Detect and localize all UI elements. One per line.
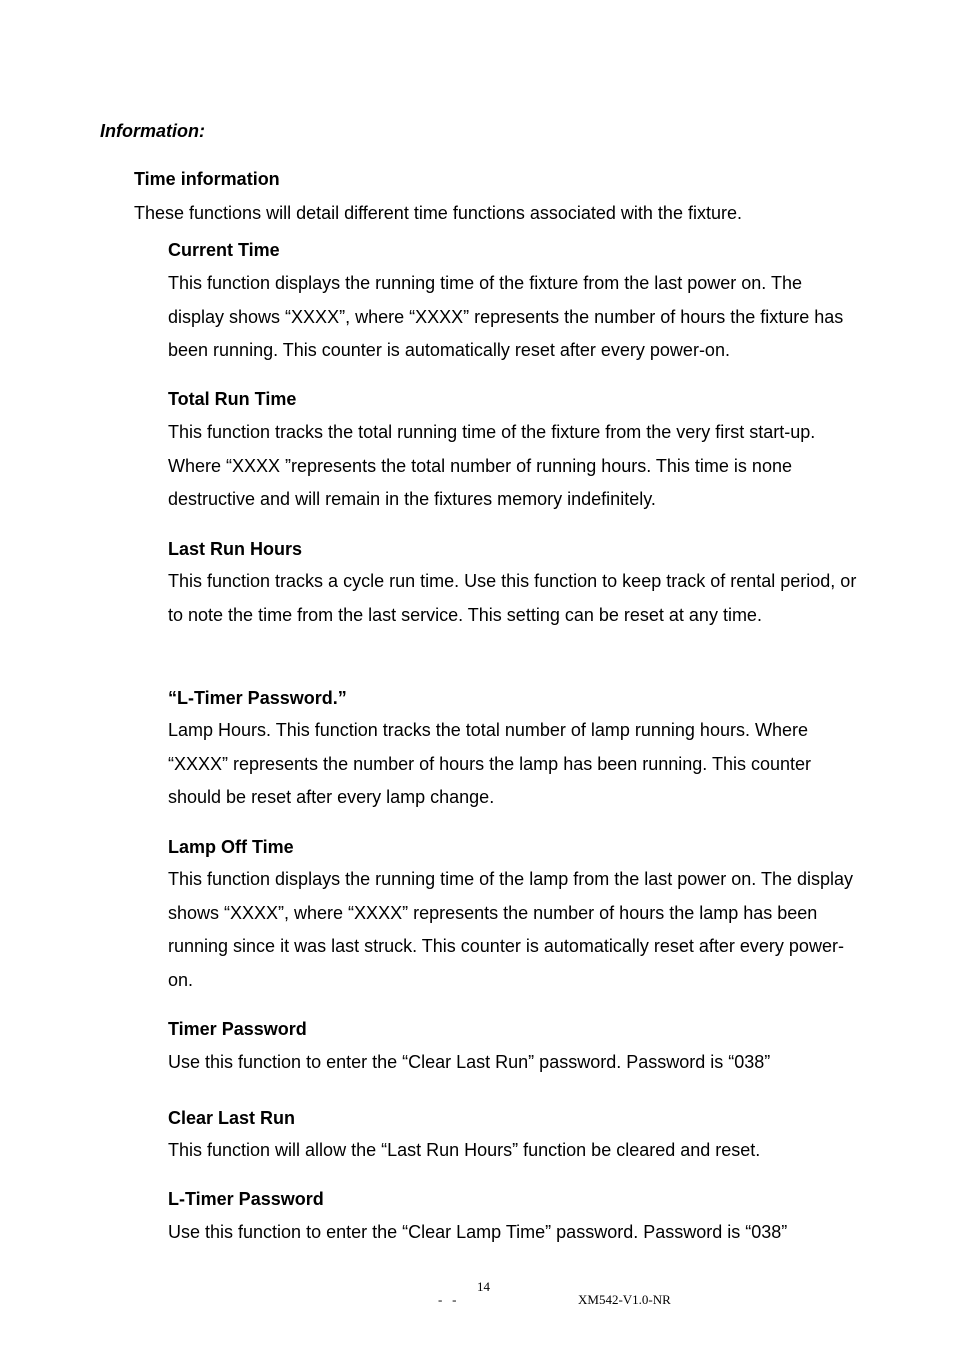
item-title-current-time: Current Time bbox=[168, 240, 280, 260]
item-title-timer-password: Timer Password bbox=[168, 1019, 307, 1039]
item-body-lamp-off-time: This function displays the running time of the lamp from the last power on. The display shows “XXXX”, where “XXXX” represents the number of hours the lamp has been running since it was last struck. This counter is automatically reset after every power-on. bbox=[168, 869, 854, 990]
item-body-clear-last-run: This function will allow the “Last Run Hours” function be cleared and reset. bbox=[168, 1140, 761, 1160]
item-title-l-timer-password: L-Timer Password bbox=[168, 1189, 324, 1209]
section-title: Information: bbox=[100, 121, 205, 141]
item-body-total-run-time: This function tracks the total running time of the fixture from the very first start-up. Where “XXXX ”represents the total number of running hours. This time is none destructive and will remain in the fixtures memory indefinitely. bbox=[168, 422, 816, 510]
item-title-l-timer-password-quoted: “L-Timer Password.” bbox=[168, 688, 347, 708]
item-body-timer-password: Use this function to enter the “Clear Last Run” password. Password is “038” bbox=[168, 1052, 771, 1072]
subsection-title: Time information bbox=[134, 169, 280, 189]
page-number: 14 bbox=[477, 1279, 490, 1294]
item-body-l-timer-password: Use this function to enter the “Clear Lamp Time” password. Password is “038” bbox=[168, 1222, 788, 1242]
footer-dashes: - - bbox=[438, 1292, 457, 1307]
item-title-last-run-hours: Last Run Hours bbox=[168, 539, 303, 559]
item-title-lamp-off-time: Lamp Off Time bbox=[168, 837, 294, 857]
subsection-intro: These functions will detail different time functions associated with the fixture. bbox=[134, 203, 742, 223]
item-title-total-run-time: Total Run Time bbox=[168, 389, 297, 409]
item-body-lamp-hours: Lamp Hours. This function tracks the total number of lamp running hours. Where “XXXX” represents the number of hours the lamp has been running. This counter should be reset after every lamp change. bbox=[168, 720, 812, 808]
document-id: XM542-V1.0-NR bbox=[578, 1292, 671, 1307]
item-title-clear-last-run: Clear Last Run bbox=[168, 1108, 296, 1128]
item-body-last-run-hours: This function tracks a cycle run time. Use this function to keep track of rental period, or to note the time from the last service. This setting can be reset at any time. bbox=[168, 571, 857, 625]
item-body-current-time: This function displays the running time of the fixture from the last power on. The display shows “XXXX”, where “XXXX” represents the number of hours the fixture has been running. This counter is automatically reset after every power-on. bbox=[168, 273, 844, 361]
